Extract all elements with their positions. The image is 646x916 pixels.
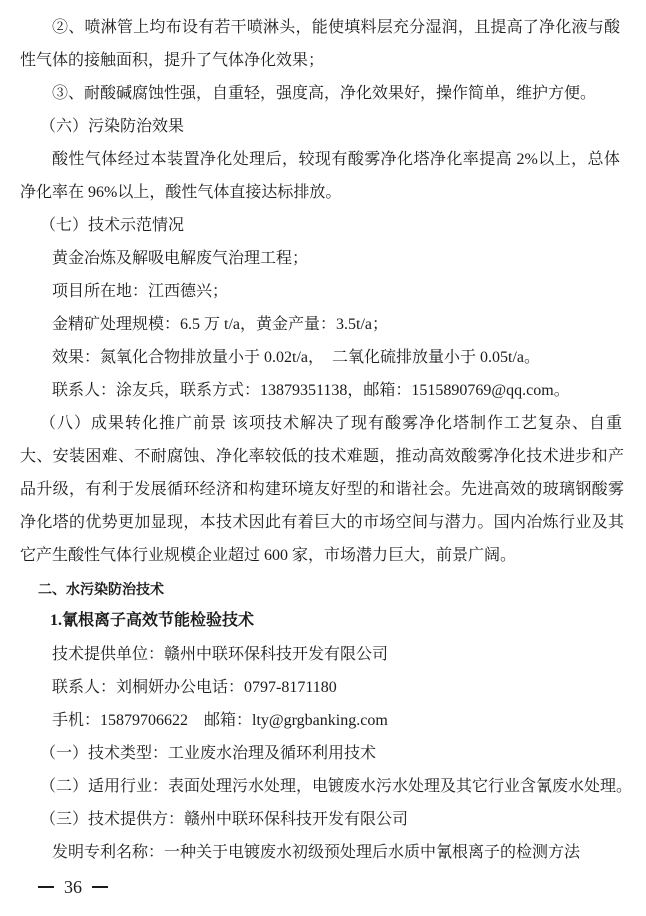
paragraph-line: 项目所在地：江西德兴； [52, 283, 229, 300]
paragraph-line: ②、喷淋管上均布设有若干喷淋头，能使填料层充分湿润，且提高了净化液与酸 [52, 19, 620, 36]
paragraph-line: 金精矿处理规模：6.5 万 t/a，黄金产量：3.5t/a； [52, 316, 388, 333]
paragraph-line: 性气体的接触面积，提升了气体净化效果； [20, 52, 325, 69]
paragraph-line: 酸性气体经过本装置净化处理后，较现有酸雾净化塔净化率提高 2%以上，总体 [52, 151, 620, 168]
subheading-line: （二）适用行业：表面处理污水处理，电镀废水污水处理及其它行业含氰废水处理。 [40, 778, 633, 795]
dash-left [38, 886, 54, 888]
subheading-line: （三）技术提供方：赣州中联环保科技开发有限公司 [40, 811, 409, 828]
paragraph-line: 大、安装困难、不耐腐蚀、净化率较低的技术难题，推动高效酸雾净化技术进步和产 [20, 448, 624, 465]
paragraph-line: 净化率在 96%以上，酸性气体直接达标排放。 [20, 184, 342, 201]
page-number-text: 36 [64, 877, 82, 897]
subsection-heading: 1.氰根离子高效节能检验技术 [50, 612, 255, 629]
paragraph-line: 品升级，有利于发展循环经济和构建环境友好型的和谐社会。先进高效的玻璃钢酸雾 [20, 481, 624, 498]
contact-line: 联系人：刘桐妍办公电话：0797-8171180 [52, 679, 337, 696]
provider-line: 技术提供单位：赣州中联环保科技开发有限公司 [52, 646, 389, 663]
dash-right [92, 886, 108, 888]
paragraph-line: 净化塔的优势更加显现，本技术因此有着巨大的市场空间与潜力。国内冶炼行业及其 [20, 514, 624, 531]
section-heading: 二、水污染防治技术 [38, 582, 164, 598]
subheading-line: （七）技术示范情况 [40, 217, 185, 234]
contact-line: 联系人：涂友兵，联系方式：13879351138，邮箱：1515890769@qq.com。 [52, 382, 570, 399]
contact-line: 手机：15879706622 邮箱：lty@grgbanking.com [52, 712, 388, 729]
paragraph-line: （八）成果转化推广前景 该项技术解决了现有酸雾净化塔制作工艺复杂、自重 [40, 415, 622, 432]
paragraph-line: 发明专利名称：一种关于电镀废水初级预处理后水质中氰根离子的检测方法 [52, 844, 581, 861]
page-number [38, 874, 108, 900]
subheading-line: （六）污染防治效果 [40, 118, 185, 135]
paragraph-line: 黄金冶炼及解吸电解废气治理工程； [52, 250, 309, 267]
paragraph-line: 效果：氮氧化合物排放量小于 0.02t/a， 二氧化硫排放量小于 0.05t/a。 [52, 349, 540, 366]
subheading-line: （一）技术类型：工业废水治理及循环利用技术 [40, 745, 377, 762]
paragraph-line: 它产生酸性气体行业规模企业超过 600 家，市场潜力巨大，前景广阔。 [20, 547, 517, 564]
paragraph-line: ③、耐酸碱腐蚀性强，自重轻，强度高，净化效果好，操作简单，维护方便。 [52, 85, 597, 102]
